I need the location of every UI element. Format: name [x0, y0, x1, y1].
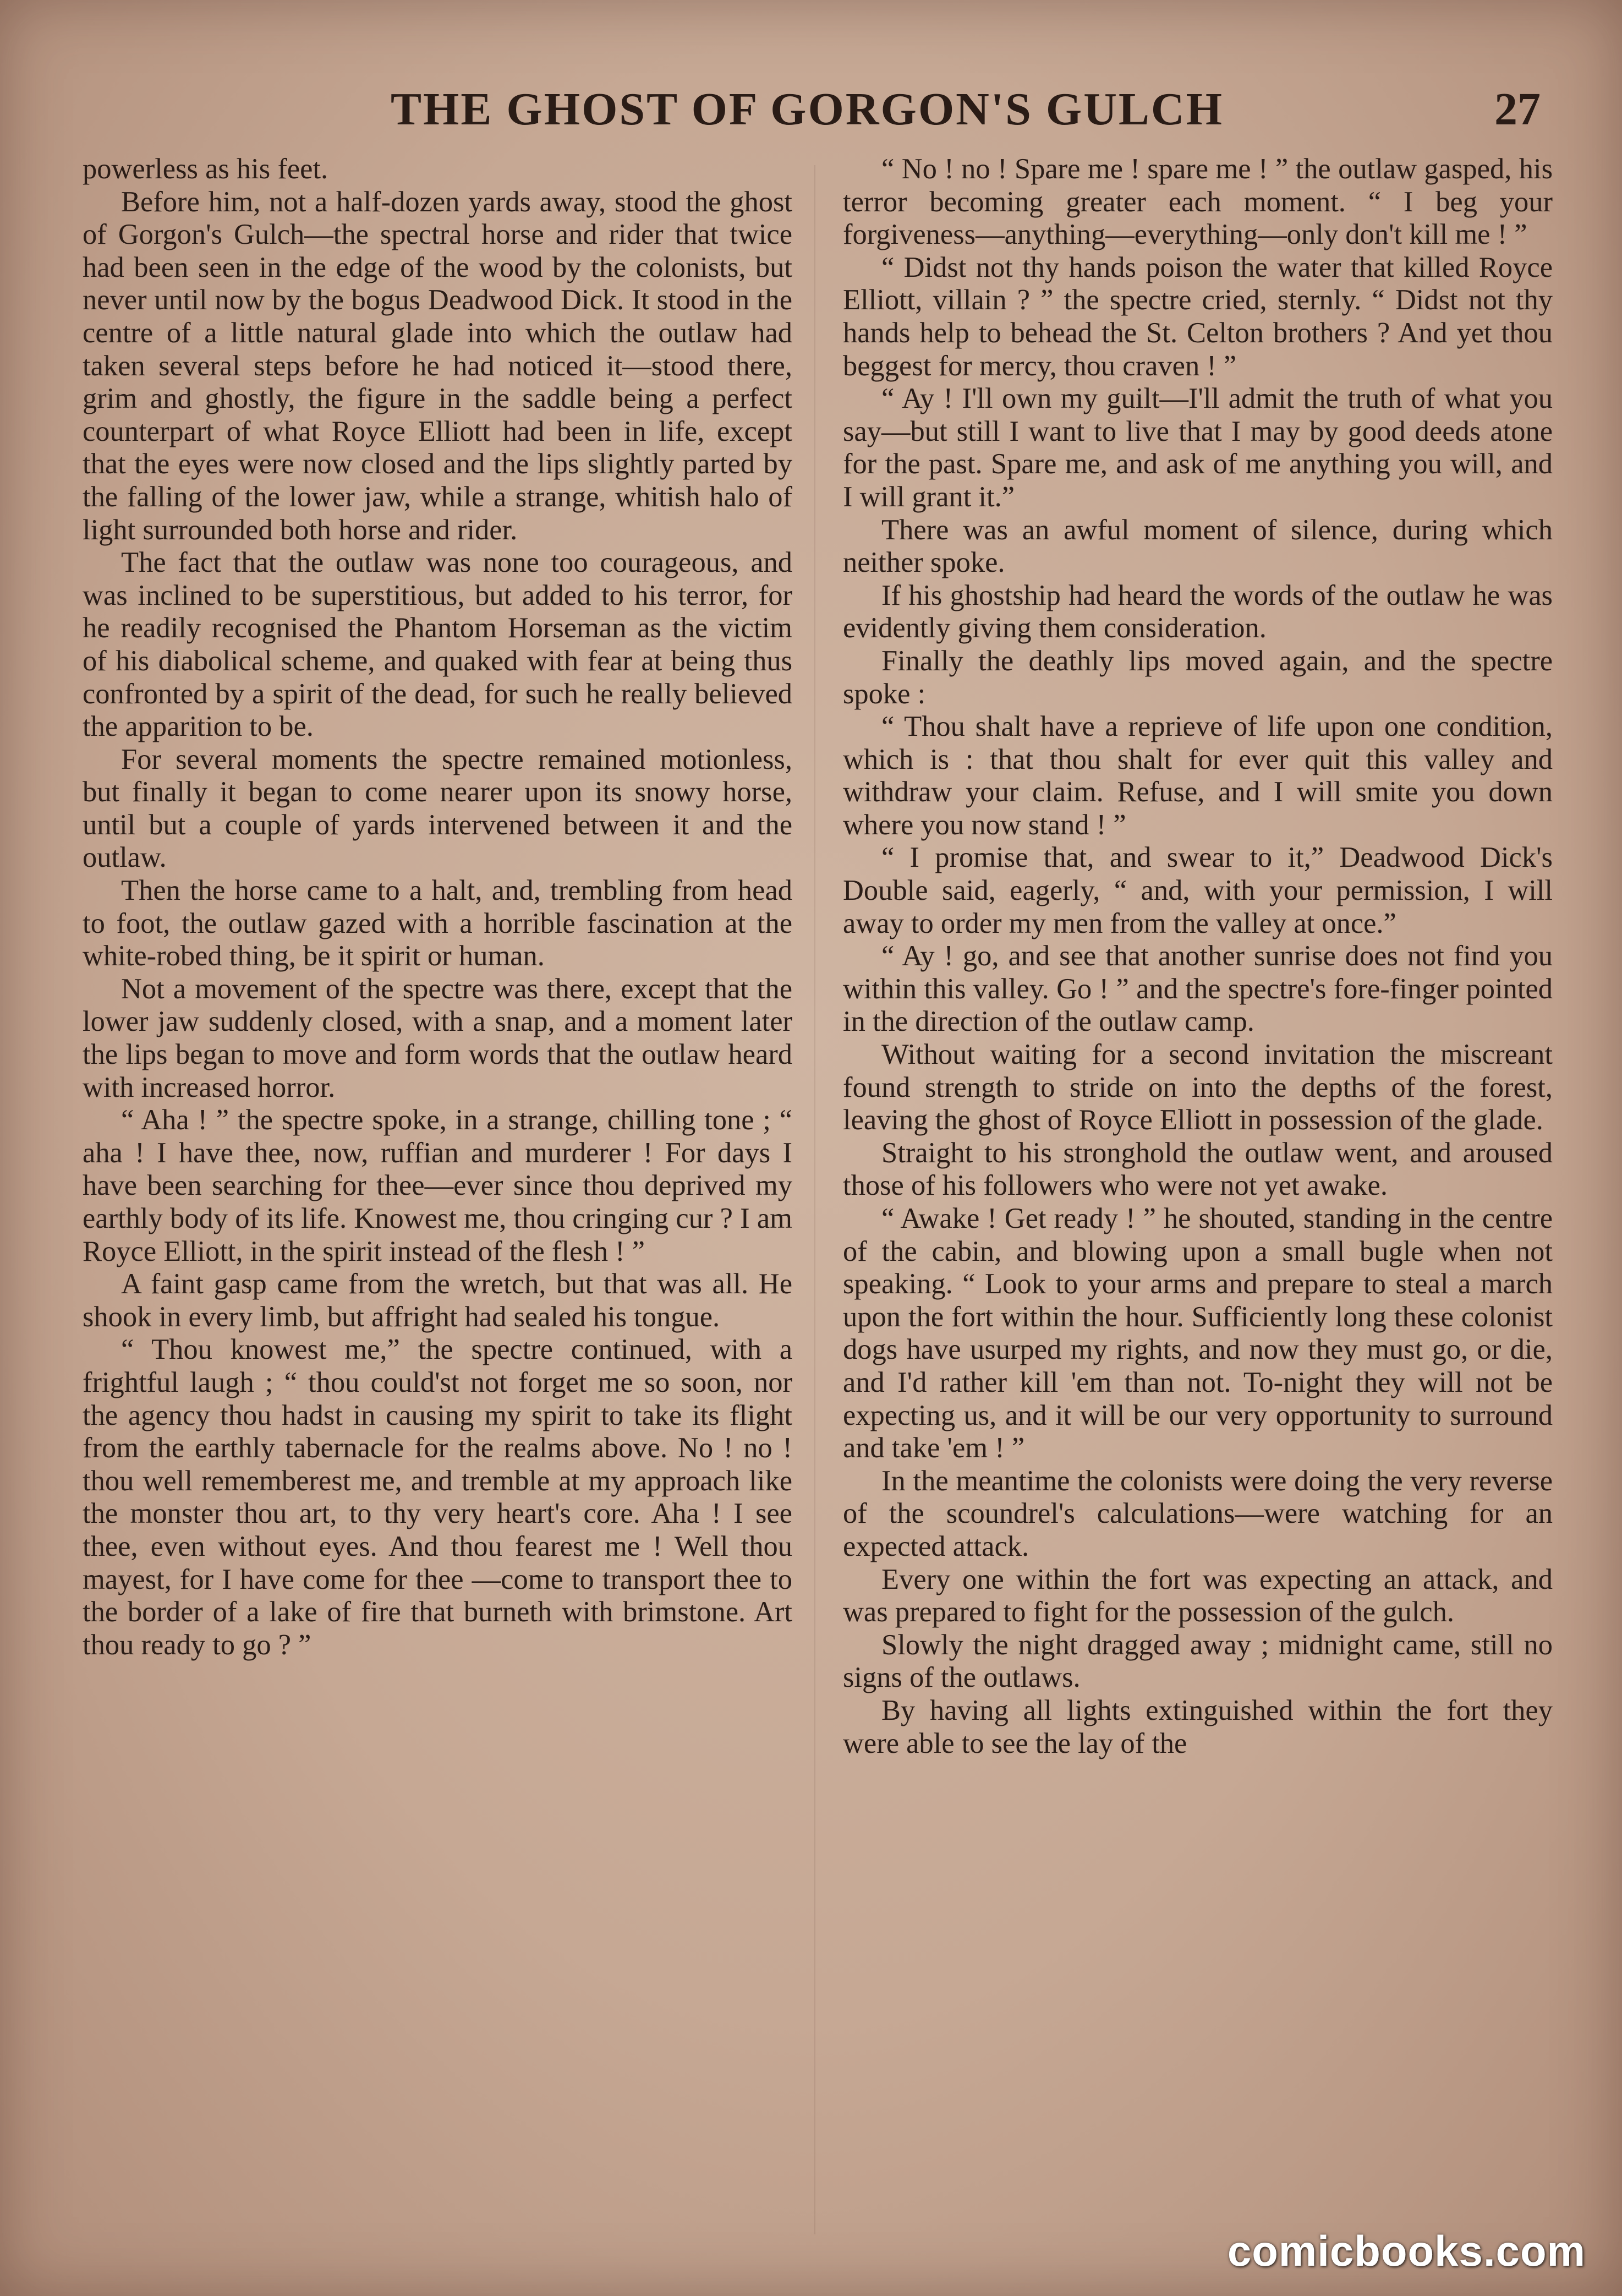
paragraph: Every one within the fort was expecting an attack, and was prepared to fight for the possession of the gulch. [843, 1563, 1553, 1628]
paragraph: “ No ! no ! Spare me ! spare me ! ” the outlaw gasped, his terror becoming greater each moment. “ I beg your forgiveness—anything—everything—only don't kill me ! ” [843, 153, 1553, 251]
paragraph: For several moments the spectre remained motionless, but finally it began to come nearer upon its snowy horse, until but a couple of yards intervened between it and the outlaw. [83, 743, 792, 874]
paragraph: The fact that the outlaw was none too courageous, and was inclined to be superstitious, but added to his terror, for he readily recognised the Phantom Horseman as the victim of his diabolical scheme, and quaked with fear at being thus confronted by a spirit of the dead, for such he really believed the apparition to be. [83, 546, 792, 743]
paragraph: powerless as his feet. [83, 153, 328, 185]
column-gutter [814, 165, 815, 2234]
paragraph: “ Thou knowest me,” the spectre continued, with a frightful laugh ; “ thou could'st not forget me so soon, nor the agency thou hadst in causing my spirit to take its flight from the earthly tabernacle for the realms above. No ! no ! thou well rememberest me, and tremble at my approach like the monster thou art, to thy very heart's core. Aha ! I see thee, even without eyes. And thou fearest me ! Well thou mayest, for I have come for thee —come to transport thee to the border of a lake of fire that burneth with brimstone. Art thou ready to go ? ” [83, 1333, 792, 1661]
paragraph: Straight to his stronghold the outlaw went, and aroused those of his followers who were not yet awake. [843, 1136, 1553, 1202]
paragraph: There was an awful moment of silence, during which neither spoke. [843, 513, 1553, 579]
paragraph: A faint gasp came from the wretch, but that was all. He shook in every limb, but affright had sealed his tongue. [83, 1268, 792, 1333]
right-column [843, 153, 1553, 1760]
page-title: THE GHOST OF GORGON'S GULCH [391, 84, 1224, 135]
paragraph: “ Aha ! ” the spectre spoke, in a strange, chilling tone ; “ aha ! I have thee, now, ruffian and murderer ! For days I have been searching for thee—ever since thou deprived my earthly body of its life. Knowest me, thou cringing cur ? I am Royce Elliott, in the spirit instead of the flesh ! ” [83, 1104, 792, 1267]
paragraph: Not a movement of the spectre was there, except that the lower jaw suddenly closed, with a snap, and a moment later the lips began to move and form words that the outlaw heard with increased horror. [83, 972, 792, 1103]
paragraph: Finally the deathly lips moved again, and the spectre spoke : [843, 644, 1553, 710]
paragraph: Then the horse came to a halt, and, trembling from head to foot, the outlaw gazed with a horrible fascination at the white-robed thing, be it spirit or human. [83, 874, 792, 972]
running-header [83, 83, 1552, 143]
watermark: comicbooks.com [1227, 2227, 1586, 2275]
paragraph: “ I promise that, and swear to it,” Deadwood Dick's Double said, eagerly, “ and, with your permission, I will away to order my men from the valley at once.” [843, 841, 1553, 939]
paragraph: “ Didst not thy hands poison the water that killed Royce Elliott, villain ? ” the spectre cried, sternly. “ Didst not thy hands help to behead the St. Celton brothers ? And yet thou beggest for mercy, thou craven ! ” [843, 251, 1553, 382]
paragraph: Without waiting for a second invitation the miscreant found strength to stride on into the depths of the forest, leaving the ghost of Royce Elliott in possession of the glade. [843, 1038, 1553, 1136]
paragraph: “ Thou shalt have a reprieve of life upon one condition, which is : that thou shalt for ever quit this valley and withdraw your claim. Refuse, and I will smite you down where you now stand ! ” [843, 710, 1553, 841]
paragraph: Before him, not a half-dozen yards away, stood the ghost of Gorgon's Gulch—the spectral horse and rider that twice had been seen in the edge of the wood by the colonists, but never until now by the bogus Deadwood Dick. It stood in the centre of a little natural glade into which the outlaw had taken several steps before he had noticed it—stood there, grim and ghostly, the figure in the saddle being a perfect counterpart of what Royce Elliott had been in life, except that the eyes were now closed and the lips slightly parted by the falling of the lower jaw, while a strange, whitish halo of light surrounded both horse and rider. [83, 185, 792, 546]
paragraph: By having all lights extinguished within the fort they were able to see the lay of the [843, 1694, 1553, 1759]
paragraph: If his ghostship had heard the words of the outlaw he was evidently giving them consideration. [843, 579, 1553, 644]
paragraph: “ Awake ! Get ready ! ” he shouted, standing in the centre of the cabin, and blowing upon a small bugle when not speaking. “ Look to your arms and prepare to steal a march upon the fort within the hour. Sufficiently long these colonist dogs have usurped my rights, and now they must go, or die, and I'd rather kill 'em than not. To-night they will not be expecting us, and it will be our very opportunity to surround and take 'em ! ” [843, 1202, 1553, 1464]
paragraph: In the meantime the colonists were doing the very reverse of the scoundrel's calculations—were watching for an expected attack. [843, 1464, 1553, 1562]
paragraph: “ Ay ! go, and see that another sunrise does not find you within this valley. Go ! ” and the spectre's fore-finger pointed in the direction of the outlaw camp. [843, 940, 1553, 1038]
page-number: 27 [1494, 84, 1541, 135]
paragraph: “ Ay ! I'll own my guilt—I'll admit the truth of what you say—but still I want to live that I may by good deeds atone for the past. Spare me, and ask of me anything you will, and I will grant it.” [843, 382, 1553, 513]
paragraph: Slowly the night dragged away ; midnight came, still no signs of the outlaws. [843, 1628, 1553, 1694]
left-column [83, 153, 792, 1661]
